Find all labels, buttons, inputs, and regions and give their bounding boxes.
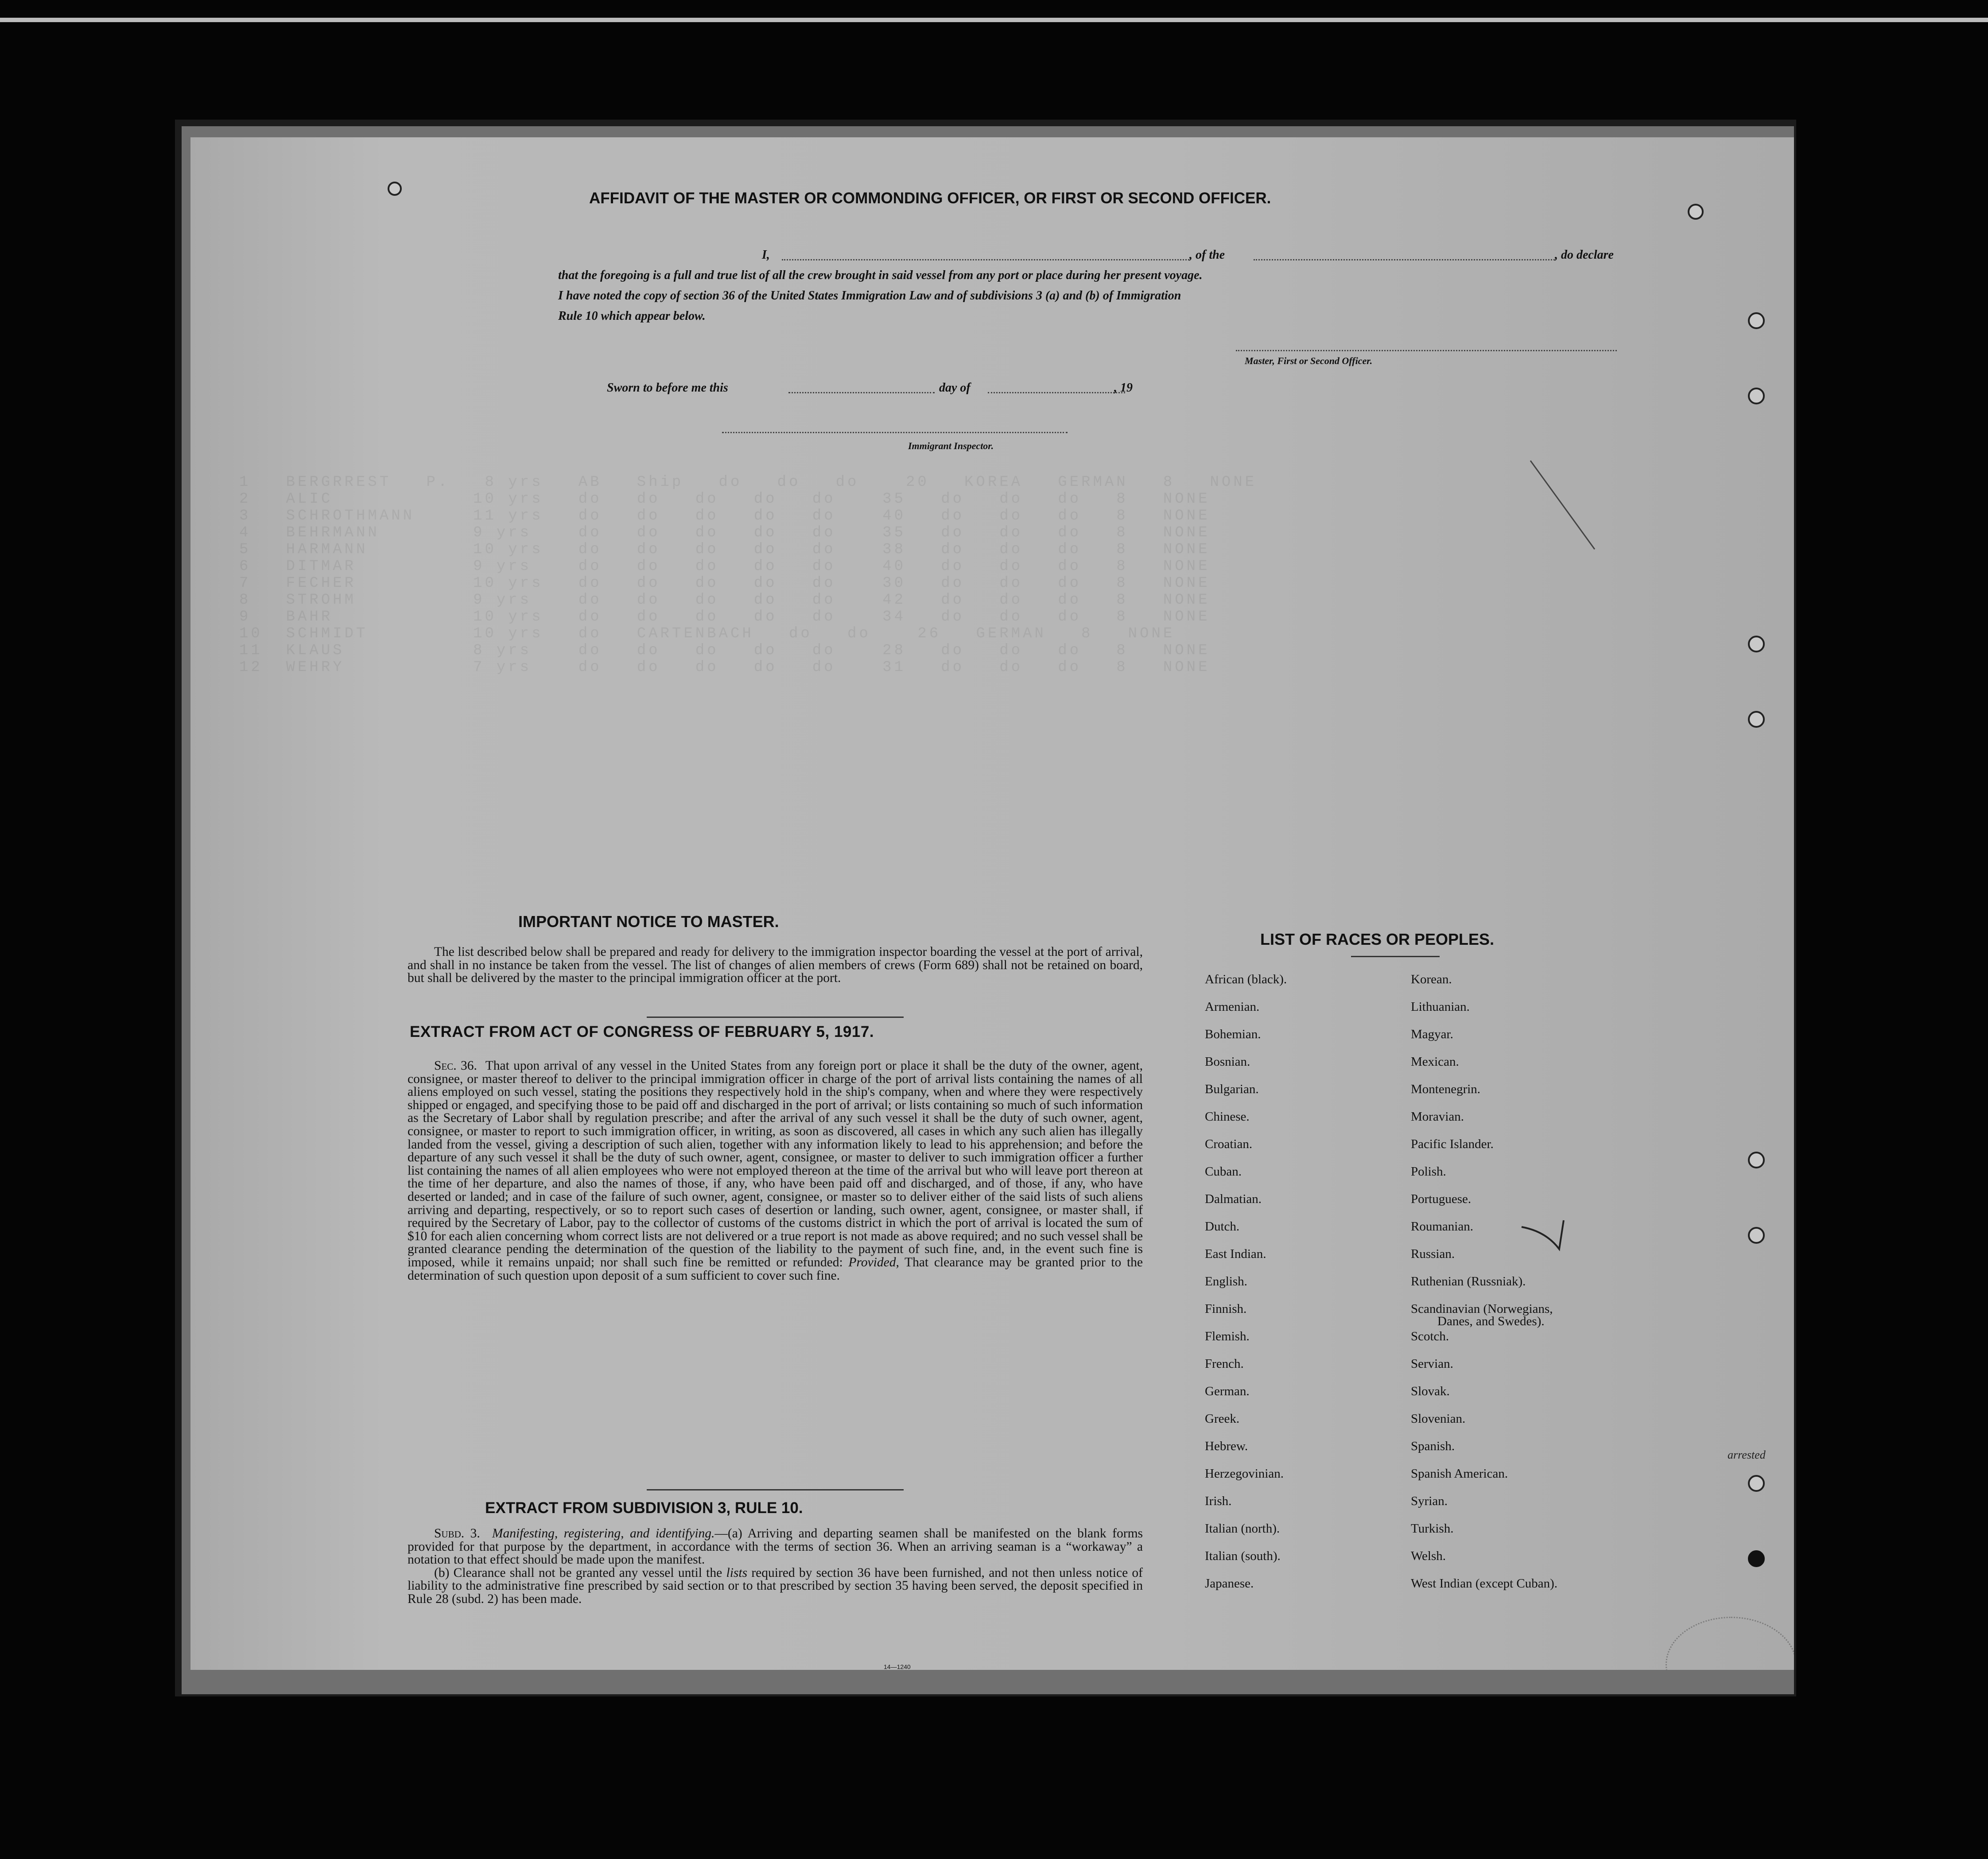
notice-body (408, 946, 1143, 985)
subd-label: Subd. 3. (434, 1526, 480, 1541)
punch-hole (1748, 388, 1765, 404)
races-right-column (1411, 966, 1557, 1597)
punch-hole (388, 182, 402, 196)
race-item: Dutch. (1205, 1219, 1240, 1234)
act-body (408, 1060, 1143, 1282)
inspector-label: Immigrant Inspector. (908, 440, 994, 451)
para-a-text: —(a) Arriving and departing seamen shall be manifested on the blank forms provided for that purpose by the department, in accordance with the terms of section 36. When an arriving seaman is a “workaway” a notation to that effect should be made upon the manifest. (408, 1526, 1143, 1567)
race-item: Polish. (1411, 1164, 1446, 1179)
race-item: Magyar. (1411, 1027, 1453, 1041)
month-blank[interactable] (988, 392, 1125, 393)
affidavit-title: AFFIDAVIT OF THE MASTER OR COMMONDING OFFICER, OR FIRST OR SECOND OFFICER. (589, 190, 1271, 207)
race-item: Bosnian. (1205, 1055, 1250, 1069)
document-page (190, 137, 1794, 1670)
race-item: Roumanian. (1411, 1219, 1473, 1234)
para-b-pre: (b) Clearance shall not be granted any vessel until the (434, 1565, 722, 1580)
race-item-continuation: Danes, and Swedes). (1437, 1314, 1545, 1328)
margin-note: arrested (1728, 1448, 1766, 1461)
race-item: African (black). (1205, 972, 1287, 986)
affidavit-line-4: Rule 10 which appear below. (558, 309, 706, 323)
affidavit-line-declare: , do declare (1555, 248, 1614, 262)
form-number: 14—1240 (884, 1663, 911, 1670)
punch-hole (1748, 312, 1765, 329)
race-item: Bohemian. (1205, 1027, 1261, 1041)
race-item: Croatian. (1205, 1137, 1253, 1151)
punch-hole (1748, 1550, 1765, 1567)
race-item: Greek. (1205, 1412, 1240, 1426)
year-text: , 19 (1114, 381, 1133, 395)
punch-hole (1748, 1475, 1765, 1492)
race-item: German. (1205, 1384, 1250, 1398)
race-item: Spanish. (1411, 1439, 1455, 1453)
race-item: Syrian. (1411, 1494, 1448, 1508)
races-left-column (1205, 966, 1287, 1597)
race-item: Servian. (1411, 1357, 1453, 1371)
rule-title: EXTRACT FROM SUBDIVISION 3, RULE 10. (485, 1499, 803, 1517)
vessel-blank[interactable] (1254, 259, 1555, 260)
bleed-through-text: 1 BERGRREST P. 8 yrs AB Ship do do do 20 KOREA GERMAN 8 NONE 2 ALIC 10 yrs do do do do do 35 do do do 8 NONE 3 SCHROTHMANN 11 yrs do do do do do 40 do do do 8 NONE 4 BEHRMANN 9 yrs do do do do do 35 do do do 8 NONE 5 HARMANN 10 yrs do do do do do 38 do do do 8 NONE 6 DITMAR 9 yrs do do do do do 40 do do do 8 NONE 7 FECHER 10 yrs do do do do do 30 do do do 8 NONE 8 STROHM 9 yrs do do do do do 42 do do do 8 NONE 9 BAHR 10 yrs do do do do do 34 do do do 8 NONE 10 SCHMIDT 10 yrs do CARTENBACH do do 26 GERMAN 8 NONE 11 KLAUS 8 yrs do do do do do 28 do do do 8 NONE 12 WEHRY 7 yrs do do do do do 31 do do do 8 NONE (239, 474, 1257, 676)
race-item: Slovenian. (1411, 1412, 1466, 1426)
day-of-text: day of (939, 381, 971, 395)
race-item: Russian. (1411, 1247, 1455, 1261)
race-item-text: Scandinavian (Norwegians, (1411, 1302, 1553, 1316)
race-item: Welsh. (1411, 1549, 1446, 1563)
races-rule (1351, 956, 1440, 957)
affidavit-line-i: I, (762, 248, 770, 262)
act-title: EXTRACT FROM ACT OF CONGRESS OF FEBRUARY 5, 1917. (410, 1023, 874, 1040)
affidavit-line-2: that the foregoing is a full and true list of all the crew brought in said vessel from any port or place during her present voyage. (558, 268, 1203, 282)
punch-hole (1688, 204, 1704, 220)
section-rule (647, 1017, 904, 1018)
para-b-lists: lists (726, 1565, 748, 1580)
race-item: Dalmatian. (1205, 1192, 1262, 1206)
check-mark-icon (1528, 456, 1599, 554)
race-item: Italian (south). (1205, 1549, 1281, 1563)
act-text-end: That clearance may be granted prior to the determination of such question upon deposit of a sum sufficient to cover such fine. (408, 1255, 1143, 1283)
punch-hole (1748, 636, 1765, 652)
race-item: Spanish American. (1411, 1467, 1508, 1481)
race-item: East Indian. (1205, 1247, 1266, 1261)
affidavit-line-3: I have noted the copy of section 36 of the United States Immigration Law and of subdivisions 3 (a) and (b) of Immigration (558, 289, 1181, 303)
race-item: Cuban. (1205, 1164, 1242, 1179)
name-blank[interactable] (782, 259, 1189, 260)
race-item: Irish. (1205, 1494, 1232, 1508)
sworn-text: Sworn to before me this (607, 381, 728, 395)
scan-border-line (0, 18, 1988, 22)
race-item: Flemish. (1205, 1329, 1250, 1343)
race-item: Pacific Islander. (1411, 1137, 1494, 1151)
race-item: Bulgarian. (1205, 1082, 1259, 1096)
race-item: Japanese. (1205, 1576, 1254, 1591)
rule-body (408, 1527, 1143, 1606)
punch-hole (1748, 1152, 1765, 1168)
affidavit-line-of: , of the (1189, 248, 1225, 262)
signature-label: Master, First or Second Officer. (1245, 355, 1373, 366)
para-b-post: required by section 36 have been furnished, and not then unless notice of liability to the administrative fine prescribed by said section or to that prescribed by section 35 having been served, the deposit specified in Rule 28 (subd. 2) has been made. (408, 1565, 1143, 1606)
punch-hole (1748, 711, 1765, 728)
race-item (1411, 1295, 1557, 1328)
race-item: Korean. (1411, 972, 1452, 986)
race-item: Hebrew. (1205, 1439, 1248, 1453)
provided-text: Provided, (848, 1255, 899, 1269)
subd-heading: Manifesting, registering, and identifying. (492, 1526, 715, 1541)
race-item: Ruthenian (Russniak). (1411, 1274, 1526, 1288)
section-label: Sec. 36. (434, 1059, 477, 1073)
inspector-blank[interactable] (722, 432, 1068, 433)
race-item: Mexican. (1411, 1055, 1459, 1069)
race-item: Chinese. (1205, 1110, 1250, 1124)
check-mark-icon (1519, 1218, 1573, 1254)
race-item: Italian (north). (1205, 1521, 1280, 1536)
race-item: Slovak. (1411, 1384, 1450, 1398)
day-blank[interactable] (788, 392, 935, 393)
race-item: Moravian. (1411, 1110, 1464, 1124)
race-item: Turkish. (1411, 1521, 1454, 1536)
race-item: Finnish. (1205, 1302, 1247, 1316)
punch-hole (1748, 1227, 1765, 1244)
notice-title: IMPORTANT NOTICE TO MASTER. (518, 912, 779, 931)
signature-blank[interactable] (1236, 350, 1617, 351)
race-item: Lithuanian. (1411, 1000, 1470, 1014)
race-item: Armenian. (1205, 1000, 1260, 1014)
notice-paragraph: The list described below shall be prepared and ready for delivery to the immigration inspector boarding the vessel at the port of arrival, and shall in no instance be taken from the vessel. The list of changes of alien members of crews (Form 689) shall not be retained on board, but shall be delivered by the master to the principal immigration officer at the port. (408, 945, 1143, 986)
act-text: That upon arrival of any vessel in the United States from any foreign port or place it shall be the duty of the owner, agent, consignee, or master thereof to deliver to the principal immigration officer in charge of the port of arrival lists containing the names of all aliens employed on such vessel, stating the positions they respectively hold in the ship's company, when and where they were respectively shipped or engaged, and specifying those to be paid off and discharged in the port of arrival; or lists containing so much of such information as the Secretary of Labor shall by regulation prescribe; and after the arrival of any such vessel it shall be the duty of such owner, agent, consignee, or master to report to such immigration officer, in writing, as soon as discovered, all cases in which any such alien has illegally landed from the vessel, giving a description of such alien, together with any information likely to lead to his apprehension; and before the departure of any such vessel it shall be the duty of such owner, agent, consignee, or master to deliver to such immigration officer a further list containing the names of all alien employees who were not employed thereon at the time of the arrival but who will leave port thereon at the time of her departure, and also the names of those, if any, who have been paid off and discharged, and of those, if any, who have deserted or landed; and in case of the failure of such owner, agent, consignee, or master so to deliver either of the said lists of such aliens arriving and departing, respectively, or so to report such cases of desertion or landing, such owner, agent, consignee, or master shall, if required by the Secretary of Labor, pay to the collector of customs of the customs district in which the port of arrival is located the sum of $10 for each alien concerning whom correct lists are not delivered or a true report is not made as above required; and no such vessel shall be granted clearance pending the determination of the question of the liability to the payment of such fine, and, in the event such fine is imposed, while it remains unpaid; nor shall such fine be remitted or refunded: (408, 1059, 1143, 1269)
race-item: English. (1205, 1274, 1247, 1288)
faint-stamp (1666, 1617, 1794, 1670)
race-item: West Indian (except Cuban). (1411, 1576, 1558, 1591)
race-item: Portuguese. (1411, 1192, 1472, 1206)
race-item: Herzegovinian. (1205, 1467, 1284, 1481)
race-item: Montenegrin. (1411, 1082, 1481, 1096)
race-item: French. (1205, 1357, 1244, 1371)
races-title: LIST OF RACES OR PEOPLES. (1260, 930, 1495, 948)
section-rule (647, 1489, 904, 1490)
race-item: Scotch. (1411, 1329, 1449, 1343)
